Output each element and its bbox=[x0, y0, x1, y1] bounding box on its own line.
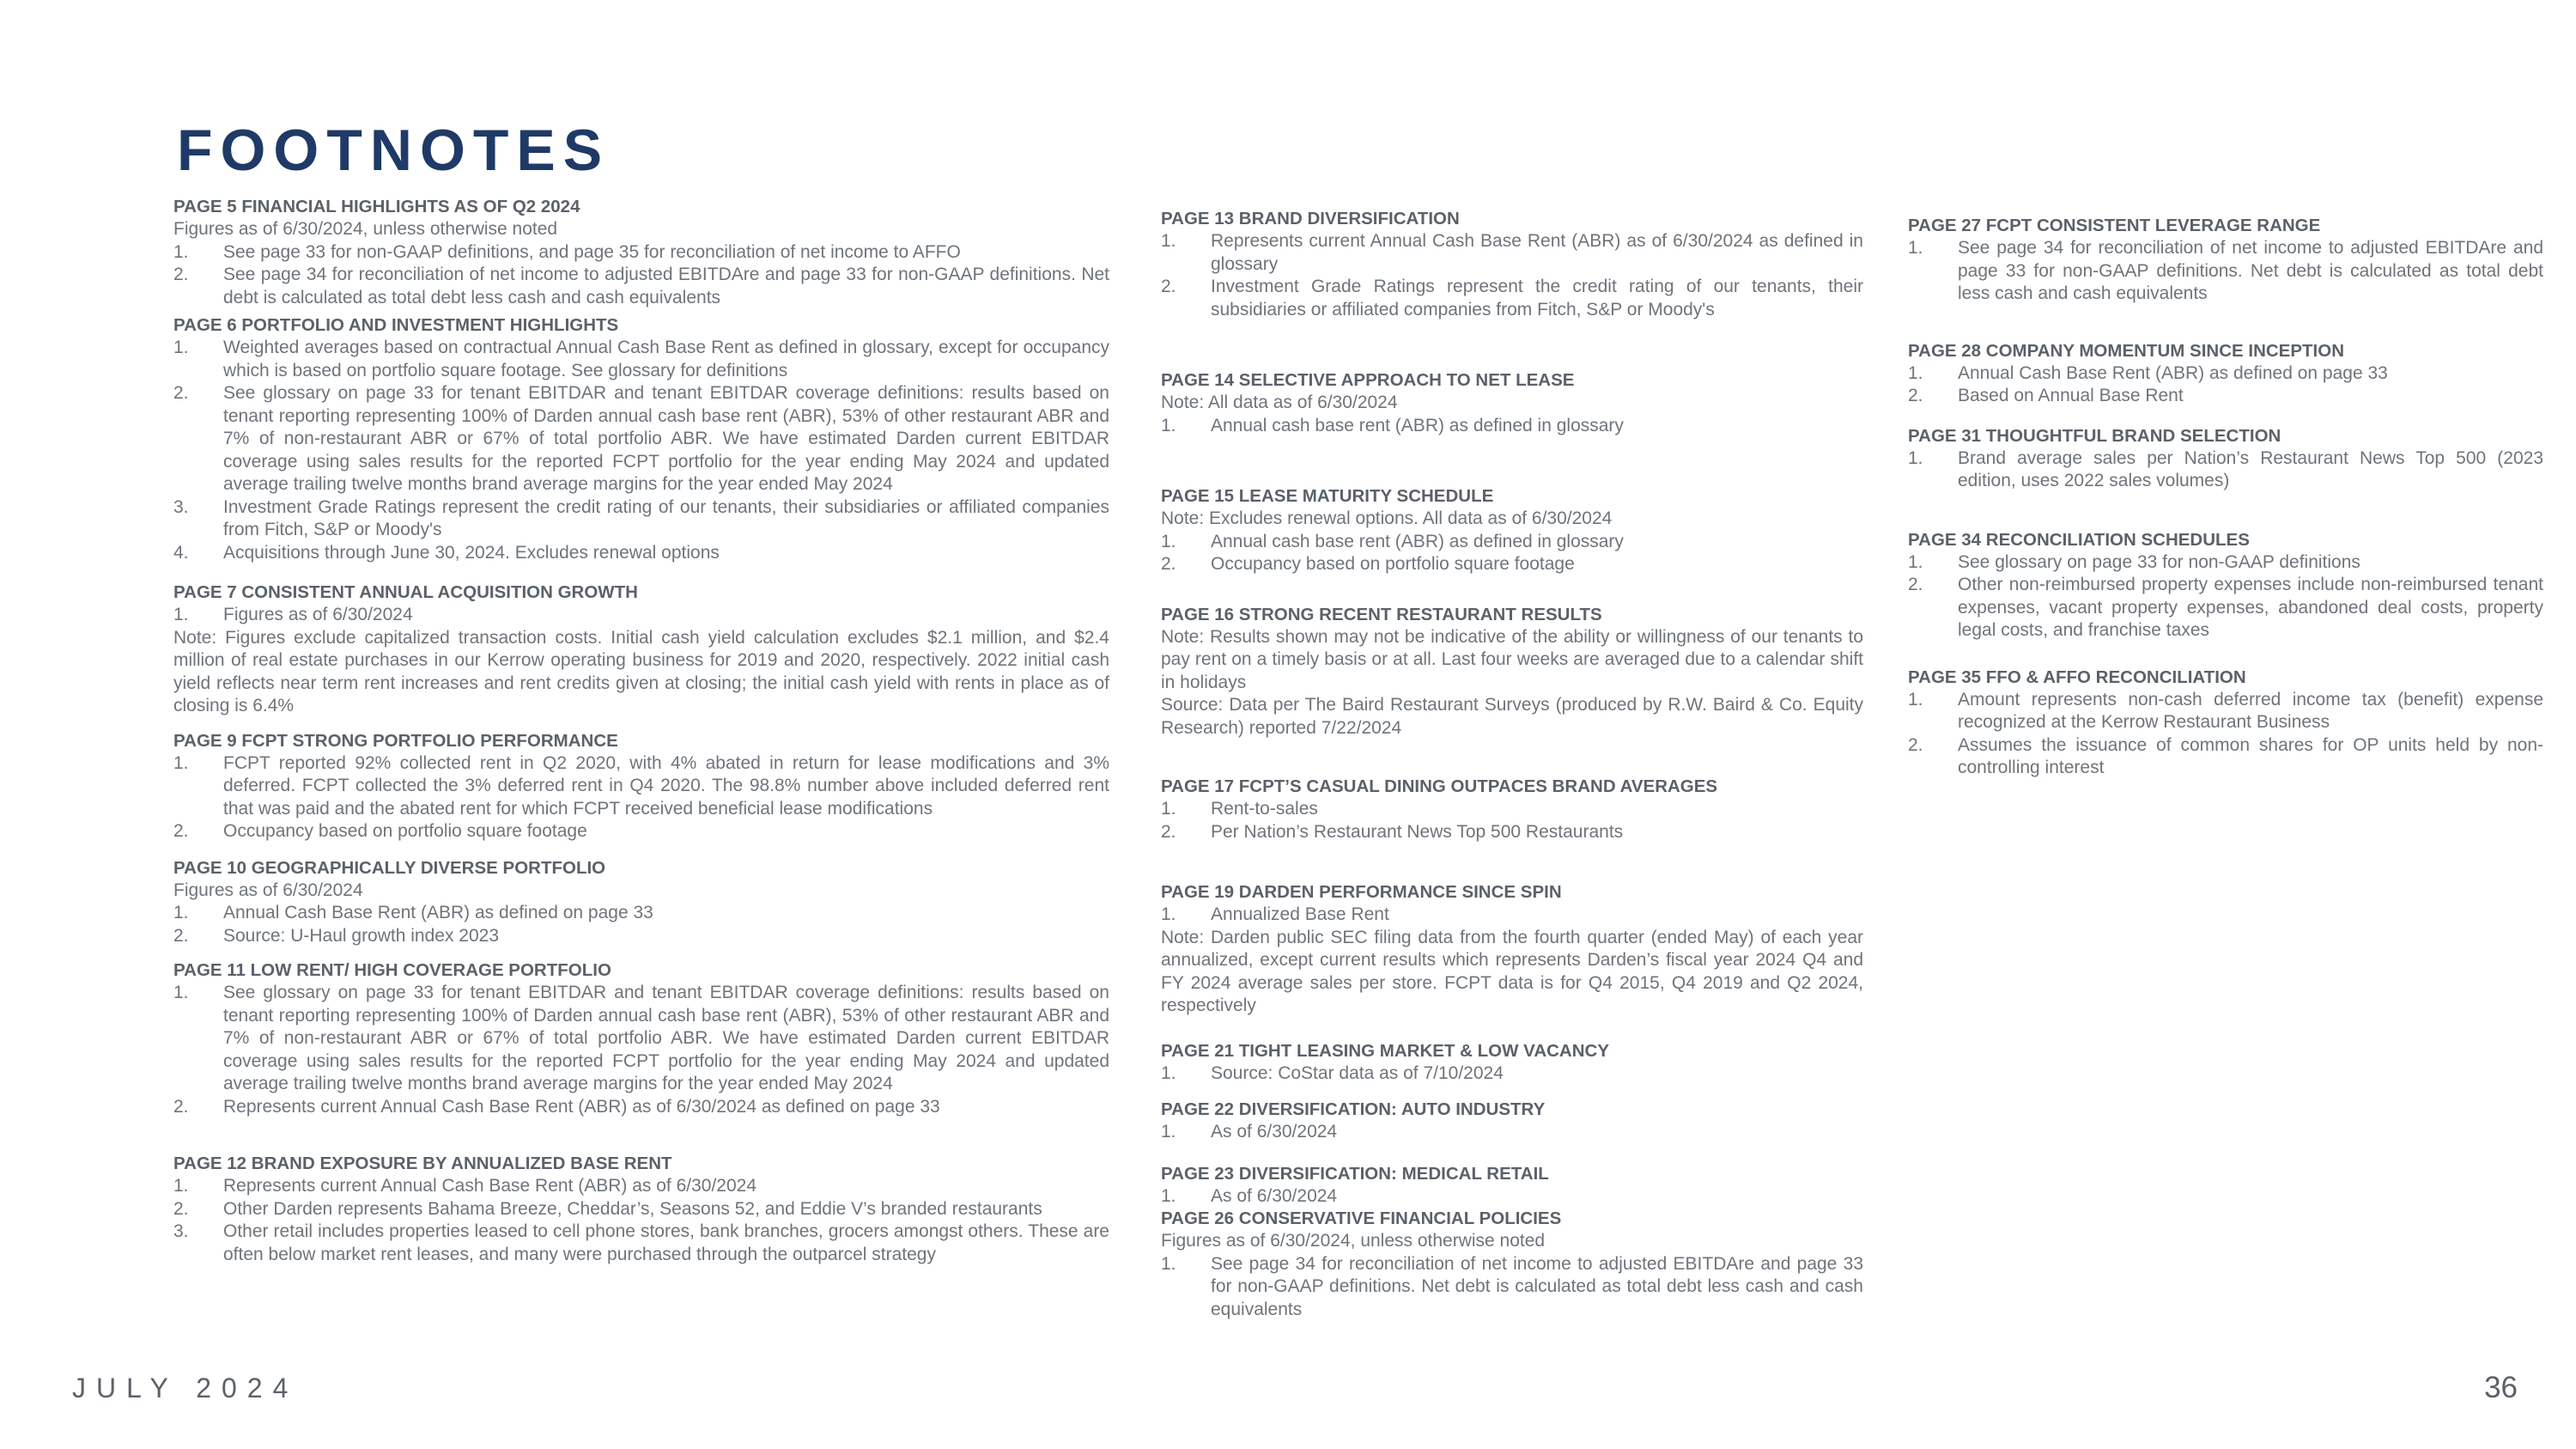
footnote-number: 1. bbox=[173, 1176, 189, 1196]
section-heading: PAGE 34 RECONCILIATION SCHEDULES bbox=[1908, 529, 2250, 550]
footnote-text: See glossary on page 33 for tenant EBITDAR and tenant EBITDAR coverage definitions: results based on tenant reporting representing 100% of Darden annual cash base rent (ABR), 53% of other restaurant ABR and 7% of non-restaurant ABR or 67% of total portfolio ABR. We have estimated Darden current EBITDAR coverage using sales results for the reported FCPT portfolio for the year ending May 2024 and updated average trailing twelve months brand average margins for the year ended May 2024 bbox=[223, 383, 1109, 494]
footnotes-column-2 bbox=[1161, 208, 1863, 1321]
footnote-text: Annual cash base rent (ABR) as defined in glossary bbox=[1211, 415, 1624, 435]
footnote-number: 1. bbox=[173, 241, 189, 262]
footnotes-column-3 bbox=[1908, 215, 2543, 780]
footnote-text: Other non-reimbursed property expenses include non-reimbursed tenant expenses, vacant property expenses, abandoned deal costs, property legal costs, and franchise taxes bbox=[1958, 575, 2543, 640]
footnote-item bbox=[1908, 574, 2543, 642]
footnote-text: Other retail includes properties leased to cell phone stores, bank branches, grocers amongst others. These are often below market rent leases, and many were purchased through the outparcel strategy bbox=[223, 1221, 1109, 1264]
footnote-section bbox=[1908, 425, 2543, 493]
footnote-number: 1. bbox=[1161, 231, 1176, 251]
footnote-section bbox=[1161, 208, 1863, 321]
section-heading: PAGE 6 PORTFOLIO AND INVESTMENT HIGHLIGHTS bbox=[173, 315, 619, 335]
footnote-text: Investment Grade Ratings represent the credit rating of our tenants, their subsidiaries or affiliated companies from Fitch, S&P or Moody's bbox=[223, 496, 1109, 539]
section-heading: PAGE 21 TIGHT LEASING MARKET & LOW VACANCY bbox=[1161, 1040, 1610, 1061]
footnote-number: 2. bbox=[1161, 821, 1176, 842]
footnote-number: 1. bbox=[1161, 1253, 1176, 1274]
footnote-number: 2. bbox=[1908, 386, 1923, 405]
footnote-section bbox=[1908, 667, 2543, 780]
footnote-section bbox=[1161, 776, 1863, 843]
section-heading: PAGE 35 FFO & AFFO RECONCILIATION bbox=[1908, 667, 2246, 687]
section-note: Note: Darden public SEC filing data from the fourth quarter (ended May) of each year annualized, except current results which represents Darden’s fiscal year 2024 Q4 and FY 2024 average sales per store. FCPT data is for Q4 2015, Q4 2019 and Q2 2024, respectively bbox=[1161, 927, 1863, 1015]
footnote-number: 1. bbox=[1908, 551, 1923, 572]
footnote-item bbox=[1161, 798, 1863, 821]
footnote-item bbox=[1161, 531, 1863, 554]
footnote-item bbox=[1161, 276, 1863, 321]
footnote-list bbox=[1161, 1253, 1863, 1322]
footnote-text: Figures as of 6/30/2024 bbox=[223, 605, 413, 624]
section-heading: PAGE 16 STRONG RECENT RESTAURANT RESULTS bbox=[1161, 604, 1602, 624]
footnote-section bbox=[173, 196, 1109, 309]
footnote-section bbox=[1161, 1099, 1863, 1144]
footnote-number: 1. bbox=[1161, 415, 1176, 435]
section-heading: PAGE 28 COMPANY MOMENTUM SINCE INCEPTION bbox=[1908, 340, 2344, 361]
footnote-section bbox=[1161, 1040, 1863, 1086]
footnote-item bbox=[173, 382, 1109, 496]
section-heading: PAGE 13 BRAND DIVERSIFICATION bbox=[1161, 209, 1460, 228]
footnote-item bbox=[173, 1198, 1109, 1221]
section-note: Note: All data as of 6/30/2024 bbox=[1161, 393, 1398, 412]
footnote-text: FCPT reported 92% collected rent in Q2 2020, with 4% abated in return for lease modifications and 3% deferred. FCPT collected the 3% deferred rent in Q4 2020. The 98.8% number above included deferred rent that was paid and the abated rent for which FCPT received beneficial lease modifications bbox=[223, 752, 1109, 819]
footnote-number: 1. bbox=[173, 903, 189, 922]
section-heading: PAGE 10 GEOGRAPHICALLY DIVERSE PORTFOLIO bbox=[173, 857, 606, 878]
footnote-list bbox=[1161, 904, 1863, 927]
footnote-item bbox=[1161, 821, 1863, 844]
section-heading: PAGE 22 DIVERSIFICATION: AUTO INDUSTRY bbox=[1161, 1099, 1546, 1119]
footnote-text: See page 34 for reconciliation of net income to adjusted EBITDAre and page 33 for non-GAAP definitions. Net debt is calculated as total debt less cash and cash equivalents bbox=[1211, 1253, 1863, 1319]
footnote-number: 3. bbox=[173, 496, 189, 517]
footnote-number: 2. bbox=[173, 383, 189, 403]
footnote-list bbox=[173, 982, 1109, 1118]
footnote-item bbox=[173, 752, 1109, 821]
footnote-item bbox=[173, 1096, 1109, 1119]
footnote-item bbox=[1161, 415, 1863, 438]
footnote-item bbox=[1908, 734, 2543, 780]
footnote-number: 2. bbox=[1161, 554, 1176, 574]
footnote-item bbox=[173, 241, 1109, 265]
footnote-section bbox=[1161, 604, 1863, 740]
footnote-list bbox=[1161, 230, 1863, 321]
footnote-number: 1. bbox=[1908, 362, 1923, 383]
footnote-section bbox=[173, 959, 1109, 1118]
page-number: 36 bbox=[2484, 1371, 2518, 1404]
footnote-text: Represents current Annual Cash Base Rent (ABR) as of 6/30/2024 as defined in glossary bbox=[1211, 231, 1863, 274]
section-note: Note: Excludes renewal options. All data as of 6/30/2024 bbox=[1161, 508, 1613, 528]
footnote-text: Amount represents non-cash deferred income tax (benefit) expense recognized at the Kerrow Restaurant Business bbox=[1958, 689, 2543, 732]
section-note: Note: Figures exclude capitalized transaction costs. Initial cash yield calculation excludes $2.1 million, and $2.4 million of real estate purchases in our Kerrow operating business for 2019 and 2020, respectively. 2022 initial cash yield reflects near term rent increases and rent credits given at closing; the initial cash yield with rents in place as of closing is 6.4% bbox=[173, 627, 1109, 715]
footnote-number: 1. bbox=[173, 338, 189, 357]
footnote-section bbox=[173, 314, 1109, 564]
section-heading: PAGE 19 DARDEN PERFORMANCE SINCE SPIN bbox=[1161, 882, 1562, 902]
footnote-number: 1. bbox=[1161, 904, 1176, 924]
footnote-number: 1. bbox=[173, 752, 189, 773]
footnote-list bbox=[173, 241, 1109, 310]
footnote-text: Source: CoStar data as of 7/10/2024 bbox=[1211, 1062, 1504, 1083]
footnote-section bbox=[173, 1153, 1109, 1266]
footnote-text: Brand average sales per Nation’s Restaurant News Top 500 (2023 edition, uses 2022 sales volumes) bbox=[1958, 447, 2543, 490]
footnote-text: See page 33 for non-GAAP definitions, and page 35 for reconciliation of net income to AFFO bbox=[223, 241, 961, 262]
footnote-section bbox=[173, 730, 1109, 843]
footnote-list bbox=[1908, 237, 2543, 306]
footnote-item bbox=[1908, 447, 2543, 493]
page-title: FOOTNOTES bbox=[177, 118, 611, 183]
footnote-number: 2. bbox=[173, 265, 189, 284]
footnote-item bbox=[1161, 1185, 1863, 1209]
section-note: Source: Data per The Baird Restaurant Surveys (produced by R.W. Baird & Co. Equity Research) reported 7/22/2024 bbox=[1161, 695, 1863, 738]
footnote-list bbox=[173, 604, 1109, 627]
footnote-text: Other Darden represents Bahama Breeze, Cheddar’s, Seasons 52, and Eddie V’s branded restaurants bbox=[223, 1198, 1042, 1219]
footnote-text: Represents current Annual Cash Base Rent (ABR) as of 6/30/2024 bbox=[223, 1176, 757, 1196]
section-heading: PAGE 23 DIVERSIFICATION: MEDICAL RETAIL bbox=[1161, 1163, 1549, 1184]
footnote-item bbox=[1908, 237, 2543, 306]
footnote-number: 2. bbox=[173, 1096, 189, 1117]
footnote-item bbox=[1908, 689, 2543, 734]
footnote-list bbox=[173, 1175, 1109, 1266]
footnote-text: Annual Cash Base Rent (ABR) as defined on page 33 bbox=[1958, 362, 2388, 383]
footnote-text: Investment Grade Ratings represent the credit rating of our tenants, their subsidiaries or affiliated companies from Fitch, S&P or Moody's bbox=[1211, 277, 1863, 320]
section-heading: PAGE 31 THOUGHTFUL BRAND SELECTION bbox=[1908, 425, 2281, 446]
footnote-number: 1. bbox=[173, 605, 189, 624]
footnote-number: 4. bbox=[173, 542, 189, 563]
footnote-text: See page 34 for reconciliation of net income to adjusted EBITDAre and page 33 for non-GAAP definitions. Net debt is calculated as total debt less cash and cash equivalents bbox=[223, 265, 1109, 307]
footnote-item bbox=[173, 820, 1109, 843]
footnote-item bbox=[173, 982, 1109, 1096]
footnote-text: Assumes the issuance of common shares for OP units held by non-controlling interest bbox=[1958, 734, 2543, 777]
footnote-number: 1. bbox=[1161, 531, 1176, 551]
footnote-text: See glossary on page 33 for tenant EBITDAR and tenant EBITDAR coverage definitions: results based on tenant reporting representing 100% of Darden annual cash base rent (ABR), 53% of other restaurant ABR and 7% of non-restaurant ABR or 67% of total portfolio ABR. We have estimated Darden current EBITDAR coverage using sales results for the reported FCPT portfolio for the year ending May 2024 and updated average trailing twelve months brand average margins for the year ended May 2024 bbox=[223, 983, 1109, 1093]
footnote-item bbox=[1161, 1121, 1863, 1144]
footnote-number: 2. bbox=[1908, 734, 1923, 755]
footnote-section bbox=[173, 581, 1109, 718]
footnote-list bbox=[1908, 362, 2543, 408]
footnote-list bbox=[1161, 1185, 1863, 1209]
footnote-list bbox=[1161, 1121, 1863, 1144]
footnote-item bbox=[173, 1221, 1109, 1266]
footnote-item bbox=[173, 925, 1109, 948]
section-note: Figures as of 6/30/2024, unless otherwise noted bbox=[173, 219, 558, 239]
footnote-text: Acquisitions through June 30, 2024. Excludes renewal options bbox=[223, 542, 720, 563]
footnote-text: Annual Cash Base Rent (ABR) as defined on page 33 bbox=[223, 903, 653, 922]
footnote-section bbox=[1908, 529, 2543, 642]
footnote-number: 2. bbox=[173, 821, 189, 841]
footnote-section bbox=[1908, 215, 2543, 306]
footnote-number: 2. bbox=[1908, 575, 1923, 594]
section-heading: PAGE 27 FCPT CONSISTENT LEVERAGE RANGE bbox=[1908, 216, 2321, 235]
footnote-list bbox=[1908, 447, 2543, 493]
footnote-number: 3. bbox=[173, 1221, 189, 1241]
footnote-number: 1. bbox=[1908, 447, 1923, 468]
footnote-section bbox=[1161, 881, 1863, 1018]
footnote-item bbox=[173, 604, 1109, 627]
footnote-number: 2. bbox=[1161, 277, 1176, 296]
footnote-list bbox=[173, 902, 1109, 947]
section-heading: PAGE 11 LOW RENT/ HIGH COVERAGE PORTFOLIO bbox=[173, 960, 611, 980]
section-heading: PAGE 7 CONSISTENT ANNUAL ACQUISITION GROWTH bbox=[173, 582, 638, 602]
footnote-list bbox=[1161, 415, 1863, 438]
footnote-number: 1. bbox=[1161, 1062, 1176, 1083]
footnote-number: 1. bbox=[1161, 1185, 1176, 1206]
footnote-number: 2. bbox=[173, 1198, 189, 1219]
footnote-list bbox=[173, 337, 1109, 564]
footnote-list bbox=[1908, 551, 2543, 642]
footnote-text: As of 6/30/2024 bbox=[1211, 1122, 1338, 1142]
footnotes-column-1 bbox=[173, 196, 1109, 1266]
footnote-section bbox=[1161, 485, 1863, 576]
section-heading: PAGE 15 LEASE MATURITY SCHEDULE bbox=[1161, 486, 1494, 506]
footnote-number: 1. bbox=[1161, 1122, 1176, 1142]
footnote-item bbox=[173, 542, 1109, 565]
footnote-list bbox=[173, 752, 1109, 843]
section-note: Figures as of 6/30/2024, unless otherwise noted bbox=[1161, 1231, 1546, 1251]
footnote-list bbox=[1161, 531, 1863, 576]
footnote-item bbox=[173, 337, 1109, 382]
section-note: Figures as of 6/30/2024 bbox=[173, 880, 363, 900]
footnote-text: Annual cash base rent (ABR) as defined in glossary bbox=[1211, 531, 1624, 551]
footnote-text: Weighted averages based on contractual Annual Cash Base Rent as defined in glossary, except for occupancy which is based on portfolio square footage. See glossary for definitions bbox=[223, 338, 1109, 381]
footnote-item bbox=[173, 902, 1109, 925]
footnote-text: See page 34 for reconciliation of net income to adjusted EBITDAre and page 33 for non-GAAP definitions. Net debt is calculated as total debt less cash and cash equivalents bbox=[1958, 238, 2543, 303]
footnote-list bbox=[1161, 798, 1863, 843]
section-heading: PAGE 14 SELECTIVE APPROACH TO NET LEASE bbox=[1161, 370, 1575, 390]
footnote-text: See glossary on page 33 for non-GAAP definitions bbox=[1958, 551, 2360, 572]
footnote-item bbox=[1161, 904, 1863, 927]
footnote-item bbox=[1161, 230, 1863, 276]
footnote-section bbox=[173, 857, 1109, 948]
footnote-number: 1. bbox=[1908, 689, 1923, 709]
section-heading: PAGE 9 FCPT STRONG PORTFOLIO PERFORMANCE bbox=[173, 730, 618, 751]
footnote-section bbox=[1161, 1163, 1863, 1209]
footnote-item bbox=[173, 496, 1109, 542]
footnote-number: 1. bbox=[173, 983, 189, 1002]
footnote-item bbox=[1908, 385, 2543, 408]
section-heading: PAGE 26 CONSERVATIVE FINANCIAL POLICIES bbox=[1161, 1209, 1562, 1228]
footnote-text: As of 6/30/2024 bbox=[1211, 1185, 1338, 1206]
section-note: Note: Results shown may not be indicative of the ability or willingness of our tenants to pay rent on a timely basis or at all. Last four weeks are averaged due to a calendar shift in holidays bbox=[1161, 626, 1863, 692]
footnote-number: 1. bbox=[1908, 238, 1923, 258]
section-heading: PAGE 5 FINANCIAL HIGHLIGHTS AS OF Q2 2024 bbox=[173, 197, 580, 216]
footnote-item bbox=[1908, 551, 2543, 575]
footnote-list bbox=[1161, 1062, 1863, 1086]
footnote-number: 1. bbox=[1161, 799, 1176, 819]
footnote-text: Represents current Annual Cash Base Rent (ABR) as of 6/30/2024 as defined on page 33 bbox=[223, 1096, 940, 1117]
footnote-item bbox=[173, 1175, 1109, 1198]
footnote-text: Rent-to-sales bbox=[1211, 799, 1318, 819]
footnote-item bbox=[1908, 362, 2543, 386]
footnote-section bbox=[1161, 369, 1863, 437]
footnote-text: Occupancy based on portfolio square footage bbox=[1211, 554, 1575, 574]
footnote-item bbox=[173, 264, 1109, 309]
footnote-text: Per Nation’s Restaurant News Top 500 Restaurants bbox=[1211, 821, 1624, 842]
footnote-section bbox=[1908, 340, 2543, 408]
footnote-section bbox=[1161, 1208, 1863, 1321]
footnote-number: 2. bbox=[173, 925, 189, 946]
footnote-text: Occupancy based on portfolio square footage bbox=[223, 821, 587, 841]
footnote-item bbox=[1161, 553, 1863, 576]
footnote-item bbox=[1161, 1062, 1863, 1086]
section-heading: PAGE 17 FCPT’S CASUAL DINING OUTPACES BRAND AVERAGES bbox=[1161, 776, 1718, 796]
footnote-text: Source: U-Haul growth index 2023 bbox=[223, 925, 500, 946]
footer-date: JULY 2024 bbox=[72, 1373, 299, 1403]
footnote-text: Based on Annual Base Rent bbox=[1958, 386, 2184, 405]
section-heading: PAGE 12 BRAND EXPOSURE BY ANNUALIZED BASE RENT bbox=[173, 1154, 672, 1173]
footnote-item bbox=[1161, 1253, 1863, 1322]
footnote-list bbox=[1908, 689, 2543, 780]
footnote-text: Annualized Base Rent bbox=[1211, 904, 1389, 924]
